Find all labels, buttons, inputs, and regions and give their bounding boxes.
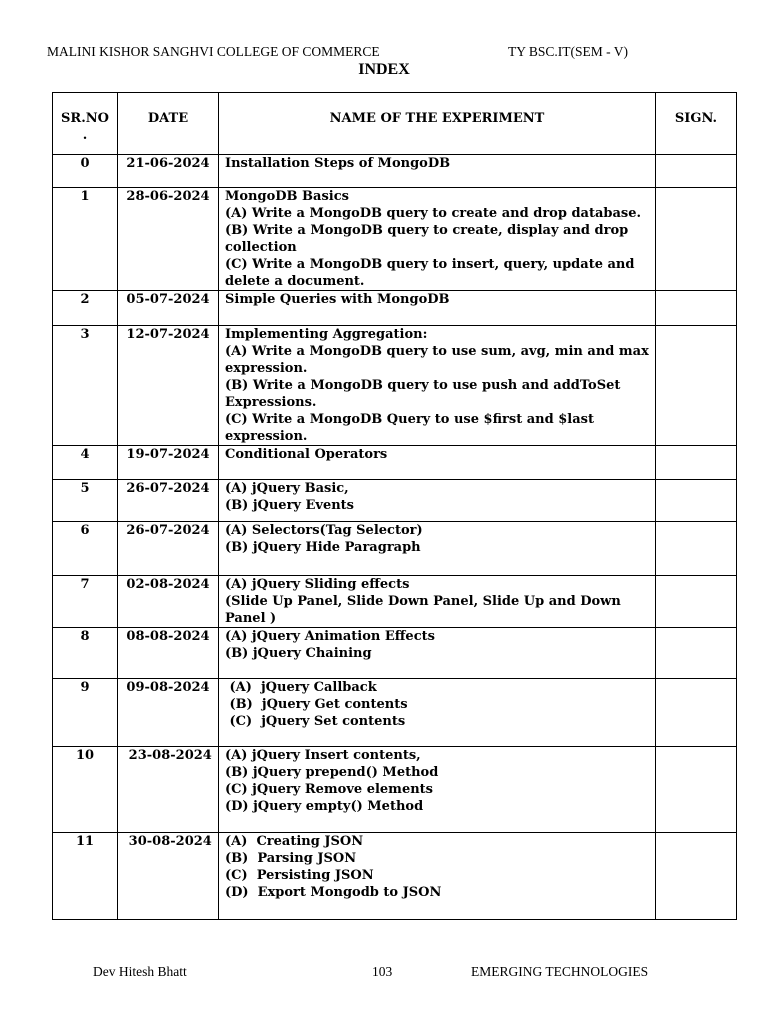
experiment-line: (C) Persisting JSON [225,868,374,883]
row-srno: 4 [53,446,118,480]
row-experiment-name [219,522,656,576]
row-date: 21-06-2024 [118,155,219,188]
table-row [53,522,737,576]
experiment-line: (Slide Up Panel, Slide Down Panel, Slide Up and Down [225,594,621,609]
row-srno: 6 [53,522,118,576]
row-date: 26-07-2024 [118,480,219,522]
footer-name: Dev Hitesh Bhatt [93,964,187,979]
experiment-line: Expressions. [225,395,317,410]
table-row [53,291,737,326]
row-sign-cell [656,480,737,522]
row-srno: 2 [53,291,118,326]
row-date: 23-08-2024 [118,747,219,833]
row-sign-cell [656,326,737,446]
experiment-line: (B) jQuery Chaining [225,646,372,661]
row-date: 05-07-2024 [118,291,219,326]
row-srno: 9 [53,679,118,747]
row-sign-cell [656,576,737,628]
experiment-line: delete a document. [225,274,365,289]
table-row [53,480,737,522]
row-date: 12-07-2024 [118,326,219,446]
experiment-line: (A) jQuery Insert contents, [225,748,421,763]
experiment-line: Simple Queries with MongoDB [225,292,450,307]
table-row [53,747,737,833]
table-row [53,679,737,747]
table-row [53,833,737,920]
experiment-line: (C) Write a MongoDB query to insert, query, update and [225,257,635,272]
experiment-line: (B) jQuery Get contents [225,697,408,712]
row-experiment-name [219,291,656,326]
header-course: TY BSC.IT(SEM - V) [508,44,629,59]
column-header-date: DATE [118,93,219,155]
row-date: 09-08-2024 [118,679,219,747]
row-sign-cell [656,155,737,188]
row-date: 02-08-2024 [118,576,219,628]
experiment-line: (D) jQuery empty() Method [225,799,424,814]
experiment-line: (A) jQuery Animation Effects [225,629,435,644]
page-title: INDEX [358,61,410,78]
experiment-line: expression. [225,361,308,376]
row-sign-cell [656,833,737,920]
experiment-line: (B) Parsing JSON [225,851,357,866]
experiment-line: (B) jQuery Hide Paragraph [225,540,421,555]
row-experiment-name [219,188,656,291]
row-date: 26-07-2024 [118,522,219,576]
row-sign-cell [656,747,737,833]
table-header-row [53,93,737,155]
row-srno: 7 [53,576,118,628]
row-experiment-name [219,480,656,522]
experiment-line: Implementing Aggregation: [225,327,428,342]
row-experiment-name [219,576,656,628]
row-srno: 3 [53,326,118,446]
experiment-line: expression. [225,429,308,444]
table-row [53,326,737,446]
column-header-sign: SIGN. [656,93,737,155]
row-srno: 10 [53,747,118,833]
row-date: 28-06-2024 [118,188,219,291]
row-experiment-name [219,628,656,679]
row-sign-cell [656,679,737,747]
row-sign-cell [656,188,737,291]
table-row [53,576,737,628]
experiment-line: (A) Selectors(Tag Selector) [225,523,423,538]
row-experiment-name [219,747,656,833]
footer-page-number: 103 [372,964,393,979]
row-sign-cell [656,291,737,326]
row-experiment-name [219,679,656,747]
experiment-line: (A) Write a MongoDB query to create and drop database. [225,206,642,221]
row-srno: 8 [53,628,118,679]
table-row [53,446,737,480]
header-college: MALINI KISHOR SANGHVI COLLEGE OF COMMERCE [47,44,380,59]
row-experiment-name [219,155,656,188]
table-row [53,628,737,679]
row-date: 30-08-2024 [118,833,219,920]
experiment-line: (C) jQuery Set contents [225,714,406,729]
experiment-line: (D) Export Mongodb to JSON [225,885,442,900]
row-experiment-name [219,326,656,446]
table-body [53,155,737,920]
row-experiment-name [219,446,656,480]
row-sign-cell [656,628,737,679]
row-sign-cell [656,522,737,576]
experiment-line: (A) jQuery Basic, [225,481,349,496]
experiment-line: Conditional Operators [225,447,388,462]
experiment-line: (B) Write a MongoDB query to use push and addToSet [225,378,621,393]
experiment-line: (B) Write a MongoDB query to create, display and drop [225,223,629,238]
experiment-line: (B) jQuery prepend() Method [225,765,439,780]
experiment-line: (C) Write a MongoDB Query to use $first and $last [225,412,594,427]
row-srno: 0 [53,155,118,188]
experiment-line: collection [225,240,297,255]
row-srno: 1 [53,188,118,291]
table-row [53,188,737,291]
experiment-line: (C) jQuery Remove elements [225,782,433,797]
experiment-line: (A) jQuery Sliding effects [225,577,410,592]
row-srno: 5 [53,480,118,522]
table-row [53,155,737,188]
row-date: 19-07-2024 [118,446,219,480]
column-header-srno: SR.NO . [53,93,118,155]
column-header-experiment: NAME OF THE EXPERIMENT [219,93,656,155]
experiment-line: (A) Write a MongoDB query to use sum, avg, min and max [225,344,649,359]
experiment-line: (B) jQuery Events [225,498,355,513]
footer-subject: EMERGING TECHNOLOGIES [471,964,649,979]
row-experiment-name [219,833,656,920]
row-date: 08-08-2024 [118,628,219,679]
experiment-line: (A) Creating JSON [225,834,364,849]
row-sign-cell [656,446,737,480]
experiment-line: Panel ) [225,611,277,626]
experiment-line: (A) jQuery Callback [225,680,377,695]
row-srno: 11 [53,833,118,920]
experiment-line: MongoDB Basics [225,189,349,204]
experiment-line: Installation Steps of MongoDB [225,156,451,171]
index-table [52,92,737,920]
